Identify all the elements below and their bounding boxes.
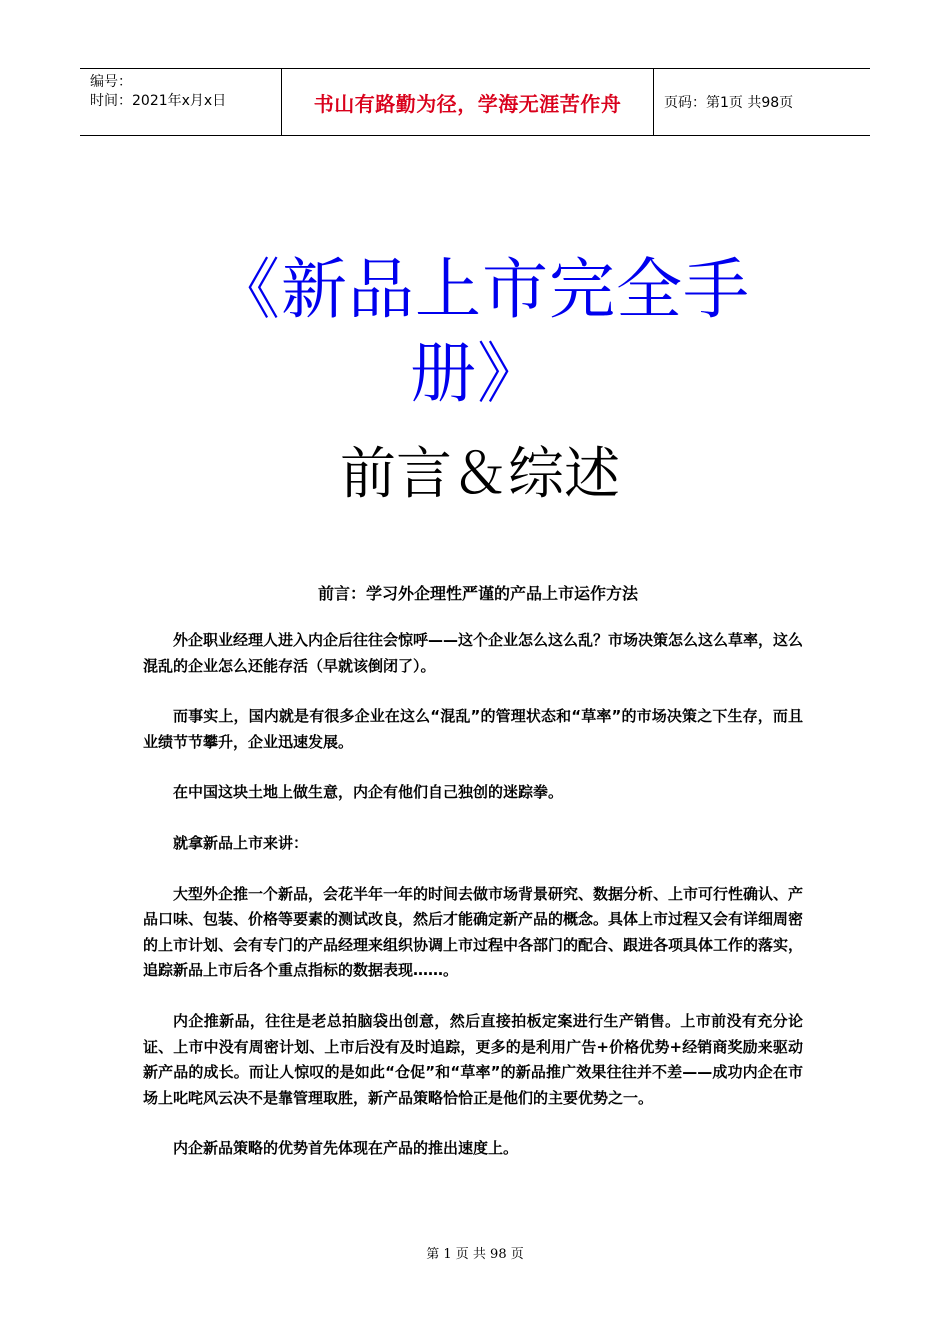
page-header (80, 68, 870, 136)
header-page-info: 页码：第1页 共98页 (664, 95, 794, 111)
document-number-label: 编号： (90, 74, 132, 90)
paragraph: 内企新品策略的优势首先体现在产品的推出速度上。 (173, 1139, 519, 1158)
body-text (143, 628, 803, 1187)
document-title (0, 248, 950, 416)
paragraph: 就拿新品上市来讲： (173, 833, 309, 852)
document-subtitle: 前言＆综述 (340, 442, 620, 507)
page-footer: 第 1 页 共 98 页 (426, 1247, 524, 1262)
document-title-line1: 《新品上市完全手 (214, 251, 750, 328)
document-title-line2: 册》 (410, 335, 544, 412)
paragraph: 大型外企推一个新品，会花半年一年的时间去做市场背景研究、数据分析、上市可行性确认、产品口味、包装、价格等要素的测试改良，然后才能确定新产品的概念。具体上市过程又会有详细周密的上市计划、会有专门的产品经理来组织协调上市过程中各部门的配合、跟进各项具体工作的落实，追踪新品上市后各个重点指标的数据表现……。 (143, 884, 804, 980)
paragraph: 在中国这块土地上做生意，内企有他们自己独创的迷踪拳。 (173, 783, 564, 802)
section-heading: 前言：学习外企理性严谨的产品上市运作方法 (317, 584, 638, 603)
paragraph: 外企职业经理人进入内企后往往会惊呼——这个企业怎么这么乱？市场决策怎么这么草率，这么混乱的企业怎么还能存活（早就该倒闭了）。 (143, 631, 804, 675)
header-motto: 书山有路勤为径，学海无涯苦作舟 (281, 69, 654, 135)
document-time-label: 时间：2021年x月x日 (90, 93, 227, 109)
header-meta (80, 69, 281, 135)
paragraph: 内企推新品，往往是老总拍脑袋出创意，然后直接拍板定案进行生产销售。上市前没有充分论证、上市中没有周密计划、上市后没有及时追踪，更多的是利用广告+价格优势+经销商奖励来驱动新产品的成长。而让人惊叹的是如此“仓促”和“草率”的新品推广效果往往并不差——成功内企在市场上叱咤风云决不是靠管理取胜，新产品策略恰恰正是他们的主要优势之一。 (143, 1011, 803, 1107)
paragraph: 而事实上，国内就是有很多企业在这么“混乱”的管理状态和“草率”的市场决策之下生存，而且业绩节节攀升，企业迅速发展。 (143, 707, 803, 751)
